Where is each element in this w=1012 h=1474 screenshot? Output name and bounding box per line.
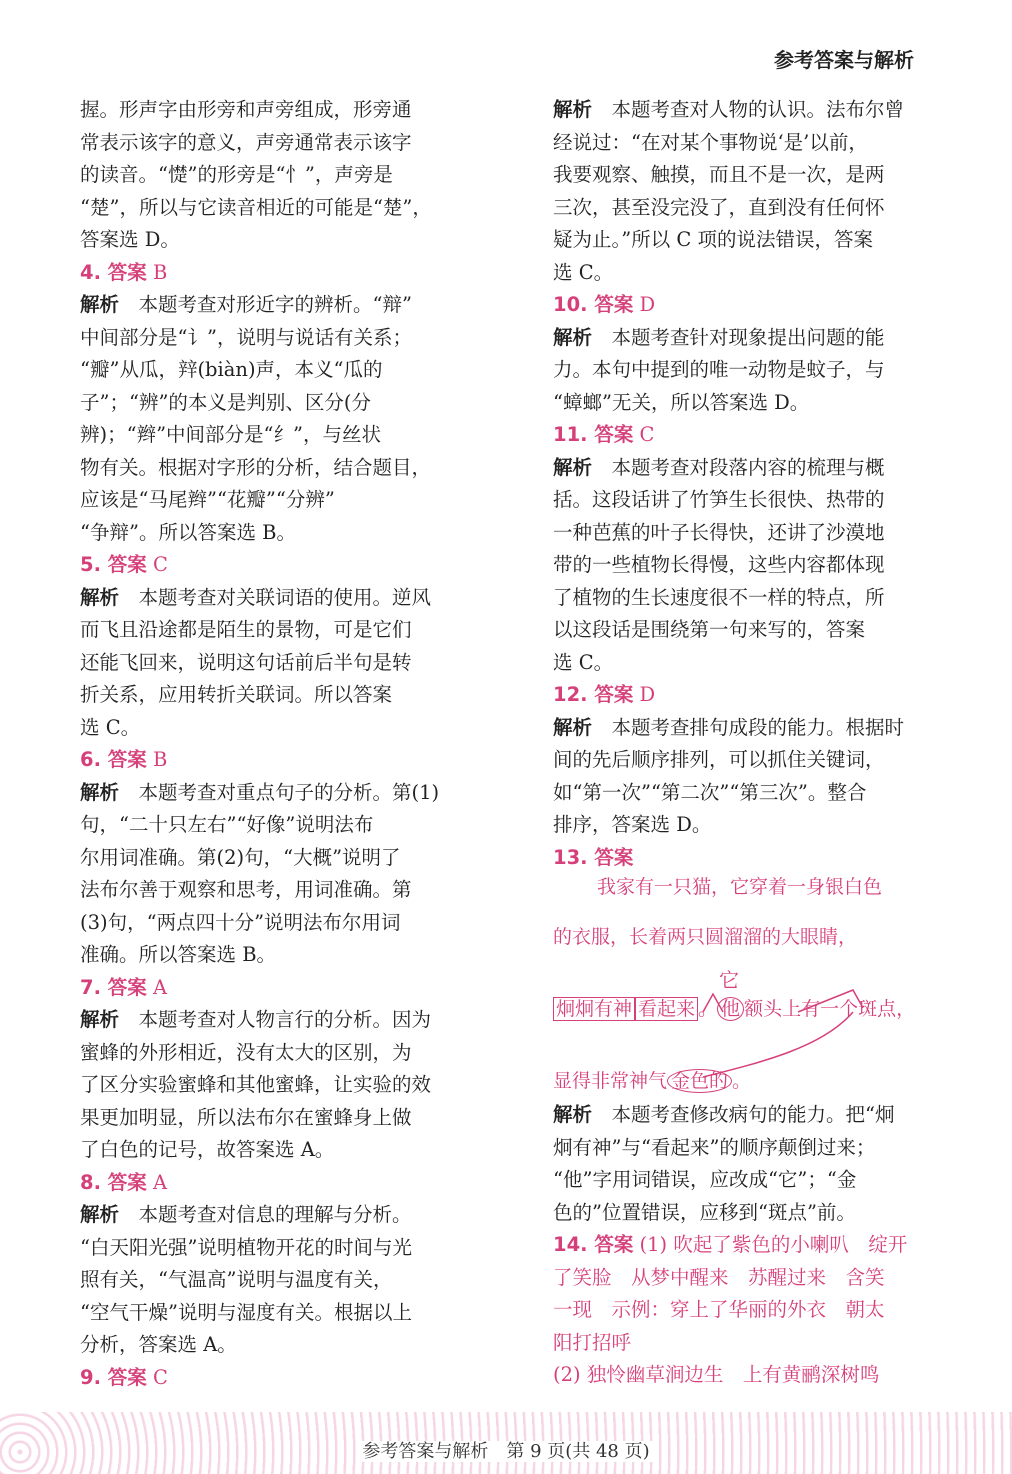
page-footer bbox=[0, 1437, 1012, 1463]
text-line bbox=[80, 1264, 440, 1297]
swap-box-2: 看起来 bbox=[635, 997, 698, 1021]
text-line bbox=[80, 1004, 440, 1037]
line-text: 经说过：“在对某个事物说‘是’以前， bbox=[553, 130, 868, 154]
running-header: 参考答案与解析 bbox=[774, 48, 914, 72]
text-line bbox=[553, 387, 913, 420]
line-text: 子”；“辨”的本义是判别、区分(分 bbox=[80, 390, 372, 414]
text-line bbox=[553, 484, 913, 517]
move-arrow-line bbox=[703, 1012, 853, 1077]
correction-marks bbox=[553, 872, 923, 1104]
text-line bbox=[80, 647, 440, 680]
text-line bbox=[553, 614, 913, 647]
answer-line bbox=[553, 1229, 913, 1262]
text-line bbox=[80, 224, 440, 257]
answer-label: 11. 答案 bbox=[553, 423, 634, 446]
essay-line-3-end: 斑点， bbox=[858, 998, 916, 1020]
text-line bbox=[553, 159, 913, 192]
line-text: 了区分实验蜜蜂和其他蜜蜂，让实验的效 bbox=[80, 1073, 432, 1096]
answer-label: 9. 答案 bbox=[80, 1365, 147, 1389]
line-text: 了植物的生长速度很不一样的特点，所 bbox=[553, 585, 885, 609]
text-line bbox=[80, 1037, 440, 1070]
line-text: 疑为止。”所以 C 项的说法错误，答案 bbox=[553, 228, 874, 251]
answer-line bbox=[80, 744, 440, 777]
line-text: 辨)；“辫”中间部分是“纟”，与丝状 bbox=[80, 423, 381, 446]
text-line bbox=[553, 1359, 913, 1392]
text-line bbox=[80, 94, 440, 127]
text-line bbox=[80, 192, 440, 225]
answer-label: 12. 答案 bbox=[553, 683, 634, 706]
analysis-label: 解析 bbox=[80, 293, 120, 316]
answer-value: A bbox=[152, 975, 168, 999]
line-text: 一种芭蕉的叶子长得快，还讲了沙漠地 bbox=[553, 520, 885, 544]
line-text: 句，“二十只左右”“好像”说明法布 bbox=[80, 813, 374, 836]
analysis-label: 解析 bbox=[80, 585, 120, 609]
line-text: “蟑螂”无关，所以答案选 D。 bbox=[553, 390, 810, 414]
line-text: 括。这段话讲了竹笋生长很快、热带的 bbox=[553, 488, 885, 511]
line-text: 以这段话是围绕第一句来写的，答案 bbox=[553, 618, 866, 641]
text-line bbox=[553, 549, 913, 582]
left-column bbox=[80, 94, 440, 1394]
line-text: “白天阳光强”说明植物开花的时间与光 bbox=[80, 1235, 412, 1259]
answer-line bbox=[553, 289, 913, 322]
line-text: 中间部分是“讠”，说明与说话有关系； bbox=[80, 325, 412, 349]
answer-value: A bbox=[152, 1170, 168, 1194]
analysis-label: 解析 bbox=[80, 1203, 120, 1226]
analysis-label: 解析 bbox=[80, 780, 120, 804]
essay-insert-mark: 它 bbox=[719, 968, 739, 992]
line-text: 选 C。 bbox=[80, 715, 141, 739]
swap-box-1: 炯炯有神 bbox=[553, 997, 635, 1021]
analysis-label: 解析 bbox=[553, 98, 593, 121]
line-text: 本题考查排句成段的能力。根据时 bbox=[611, 715, 905, 739]
text-line bbox=[80, 159, 440, 192]
line-text: 本题考查对重点句子的分析。第(1) bbox=[138, 780, 440, 804]
line-text: (2) 独怜幽草涧边生 上有黄鹂深树鸣 bbox=[553, 1363, 880, 1386]
line-text: 尔用词准确。第(2)句，“大概”说明了 bbox=[80, 845, 401, 869]
line-text: 三次，甚至没完没了，直到没有任何怀 bbox=[553, 195, 885, 219]
text-line bbox=[553, 192, 913, 225]
line-text: 色的”位置错误，应移到“斑点”前。 bbox=[553, 1200, 856, 1224]
text-line bbox=[80, 809, 440, 842]
line-text: “争辩”。所以答案选 B。 bbox=[80, 520, 296, 544]
line-text: 本题考查针对现象提出问题的能 bbox=[611, 325, 885, 349]
answer-line bbox=[553, 419, 913, 452]
text-line bbox=[80, 1134, 440, 1167]
text-line bbox=[553, 1327, 913, 1360]
text-line bbox=[553, 127, 913, 160]
line-text: 分析，答案选 A。 bbox=[80, 1333, 237, 1356]
text-line bbox=[80, 1329, 440, 1362]
right-column-top bbox=[553, 94, 913, 874]
text-line bbox=[553, 224, 913, 257]
right-column-bottom bbox=[553, 1099, 913, 1392]
move-caret bbox=[798, 990, 863, 1012]
line-text: 一现 示例：穿上了华丽的外衣 朝太 bbox=[553, 1298, 885, 1321]
essay-line-3-rest: 额头上有一个 bbox=[744, 998, 859, 1020]
text-line bbox=[80, 777, 440, 810]
line-text: 阳打招呼 bbox=[553, 1330, 632, 1354]
answer-label: 14. 答案 bbox=[553, 1233, 634, 1256]
text-line bbox=[80, 484, 440, 517]
text-line bbox=[553, 322, 913, 355]
line-text: 如“第一次”“第二次”“第三次”。整合 bbox=[553, 780, 867, 804]
answer-value: (1) 吹起了紫色的小喇叭 绽开 bbox=[639, 1233, 908, 1256]
essay-line-2: 的衣服，长着两只圆溜溜的大眼睛， bbox=[553, 926, 858, 948]
text-line bbox=[80, 517, 440, 550]
answer-line bbox=[553, 842, 913, 875]
line-text: 蜜蜂的外形相近，没有太大的区别，为 bbox=[80, 1040, 412, 1064]
text-line bbox=[553, 257, 913, 290]
essay-line-4-text: 显得非常神气 bbox=[553, 1070, 668, 1092]
text-line bbox=[80, 289, 440, 322]
line-text: 本题考查对关联词语的使用。逆风 bbox=[138, 585, 432, 609]
line-text: 的读音。“憷”的形旁是“忄”，声旁是 bbox=[80, 163, 393, 186]
text-line bbox=[80, 354, 440, 387]
analysis-label: 解析 bbox=[553, 325, 593, 349]
answer-value: B bbox=[152, 260, 168, 284]
text-line bbox=[553, 1132, 913, 1165]
answer-value: B bbox=[152, 748, 168, 771]
line-text: 力。本句中提到的唯一动物是蚊子，与 bbox=[553, 358, 885, 381]
answer-label: 4. 答案 bbox=[80, 260, 147, 284]
line-text: 选 C。 bbox=[553, 650, 614, 674]
text-line bbox=[80, 712, 440, 745]
line-text: 应该是“马尾辫”“花瓣”“分辨” bbox=[80, 488, 335, 511]
text-line bbox=[553, 1197, 913, 1230]
answer-label: 5. 答案 bbox=[80, 553, 147, 576]
text-line bbox=[80, 842, 440, 875]
text-line bbox=[553, 94, 913, 127]
footer-label: 参考答案与解析 第 9 页(共 48 页) bbox=[356, 1441, 655, 1462]
line-text: (3)句，“两点四十分”说明法布尔用词 bbox=[80, 910, 401, 934]
answer-label: 8. 答案 bbox=[80, 1170, 147, 1194]
text-line bbox=[80, 322, 440, 355]
line-text: 准确。所以答案选 B。 bbox=[80, 943, 277, 966]
line-text: “他”字用词错误，应改成“它”；“金 bbox=[553, 1168, 857, 1191]
line-text: 本题考查对段落内容的梳理与概 bbox=[611, 455, 885, 479]
answer-value: D bbox=[639, 683, 656, 706]
line-text: 本题考查对形近字的辨析。“辩” bbox=[138, 293, 412, 316]
line-text: 还能飞回来，说明这句话前后半句是转 bbox=[80, 650, 412, 674]
text-line bbox=[553, 452, 913, 485]
answer-line bbox=[80, 257, 440, 290]
text-line bbox=[553, 777, 913, 810]
answer-label: 13. 答案 bbox=[553, 845, 634, 869]
answer-label: 6. 答案 bbox=[80, 748, 147, 771]
line-text: 排序，答案选 D。 bbox=[553, 813, 712, 836]
line-text: 本题考查对人物言行的分析。因为 bbox=[138, 1008, 432, 1031]
line-text: “空气干燥”说明与湿度有关。根据以上 bbox=[80, 1300, 412, 1324]
text-line bbox=[80, 582, 440, 615]
text-line bbox=[80, 907, 440, 940]
essay-answer-13 bbox=[553, 872, 923, 1104]
text-line bbox=[553, 744, 913, 777]
essay-punct: 。 bbox=[698, 998, 718, 1020]
answer-value: C bbox=[152, 553, 168, 576]
line-text: 折关系，应用转折关联词。所以答案 bbox=[80, 683, 393, 706]
text-line bbox=[80, 1199, 440, 1232]
line-text: 法布尔善于观察和思考，用词准确。第 bbox=[80, 878, 412, 901]
text-line bbox=[553, 582, 913, 615]
line-text: 了白色的记号，故答案选 A。 bbox=[80, 1138, 335, 1161]
text-line bbox=[553, 1099, 913, 1132]
text-line bbox=[80, 419, 440, 452]
line-text: 本题考查修改病句的能力。把“炯 bbox=[611, 1103, 895, 1126]
circled-word-he: 他 bbox=[717, 997, 744, 1021]
line-text: 间的先后顺序排列，可以抓住关键词， bbox=[553, 748, 885, 771]
text-line bbox=[80, 874, 440, 907]
line-text: 带的一些植物长得慢，这些内容都体现 bbox=[553, 553, 885, 576]
line-text: 选 C。 bbox=[553, 260, 614, 284]
text-line bbox=[553, 517, 913, 550]
analysis-label: 解析 bbox=[80, 1008, 120, 1031]
text-line bbox=[553, 354, 913, 387]
line-text: 炯有神”与“看起来”的顺序颠倒过来； bbox=[553, 1135, 876, 1159]
text-line bbox=[80, 939, 440, 972]
answer-value: D bbox=[639, 293, 656, 316]
text-line bbox=[553, 809, 913, 842]
analysis-label: 解析 bbox=[553, 455, 593, 479]
text-line bbox=[80, 127, 440, 160]
answer-line bbox=[80, 1167, 440, 1200]
text-line bbox=[80, 387, 440, 420]
answer-line bbox=[80, 1362, 440, 1395]
line-text: 我要观察、触摸，而且不是一次，是两 bbox=[553, 163, 885, 186]
line-text: 答案选 D。 bbox=[80, 228, 180, 251]
line-text: “瓣”从瓜，辡(biàn)声，本义“瓜的 bbox=[80, 358, 383, 381]
text-line bbox=[80, 614, 440, 647]
text-line bbox=[553, 1294, 913, 1327]
line-text: 本题考查对信息的理解与分析。 bbox=[138, 1203, 412, 1226]
insert-caret bbox=[703, 994, 723, 1012]
answer-line bbox=[553, 679, 913, 712]
text-line bbox=[553, 1164, 913, 1197]
answer-label: 7. 答案 bbox=[80, 975, 147, 999]
circled-word-golden: 金色的 bbox=[667, 1069, 732, 1093]
text-line bbox=[80, 1069, 440, 1102]
text-line bbox=[80, 679, 440, 712]
essay-line-4-end: 。 bbox=[732, 1070, 752, 1092]
line-text: 了笑脸 从梦中醒来 苏醒过来 含笑 bbox=[553, 1265, 885, 1289]
text-line bbox=[80, 452, 440, 485]
text-line bbox=[553, 712, 913, 745]
analysis-label: 解析 bbox=[553, 1103, 593, 1126]
analysis-label: 解析 bbox=[553, 715, 593, 739]
text-line bbox=[553, 1262, 913, 1295]
answer-label: 10. 答案 bbox=[553, 293, 634, 316]
answer-value: C bbox=[152, 1365, 168, 1389]
line-text: 物有关。根据对字形的分析，结合题目， bbox=[80, 455, 432, 479]
answer-value: C bbox=[639, 423, 655, 446]
text-line bbox=[80, 1102, 440, 1135]
answer-line bbox=[80, 549, 440, 582]
line-text: 而飞且沿途都是陌生的景物，可是它们 bbox=[80, 618, 412, 641]
line-text: “楚”，所以与它读音相近的可能是“楚”， bbox=[80, 195, 432, 219]
line-text: 握。形声字由形旁和声旁组成，形旁通 bbox=[80, 98, 412, 121]
line-text: 照有关，“气温高”说明与温度有关， bbox=[80, 1268, 393, 1291]
line-text: 本题考查对人物的认识。法布尔曾 bbox=[611, 98, 905, 121]
line-text: 常表示该字的意义，声旁通常表示该字 bbox=[80, 130, 412, 154]
text-line bbox=[80, 1232, 440, 1265]
line-text: 果更加明显，所以法布尔在蜜蜂身上做 bbox=[80, 1105, 412, 1129]
text-line bbox=[80, 1297, 440, 1330]
text-line bbox=[553, 647, 913, 680]
essay-line-1: 我家有一只猫，它穿着一身银白色 bbox=[597, 876, 883, 898]
answer-line bbox=[80, 972, 440, 1005]
